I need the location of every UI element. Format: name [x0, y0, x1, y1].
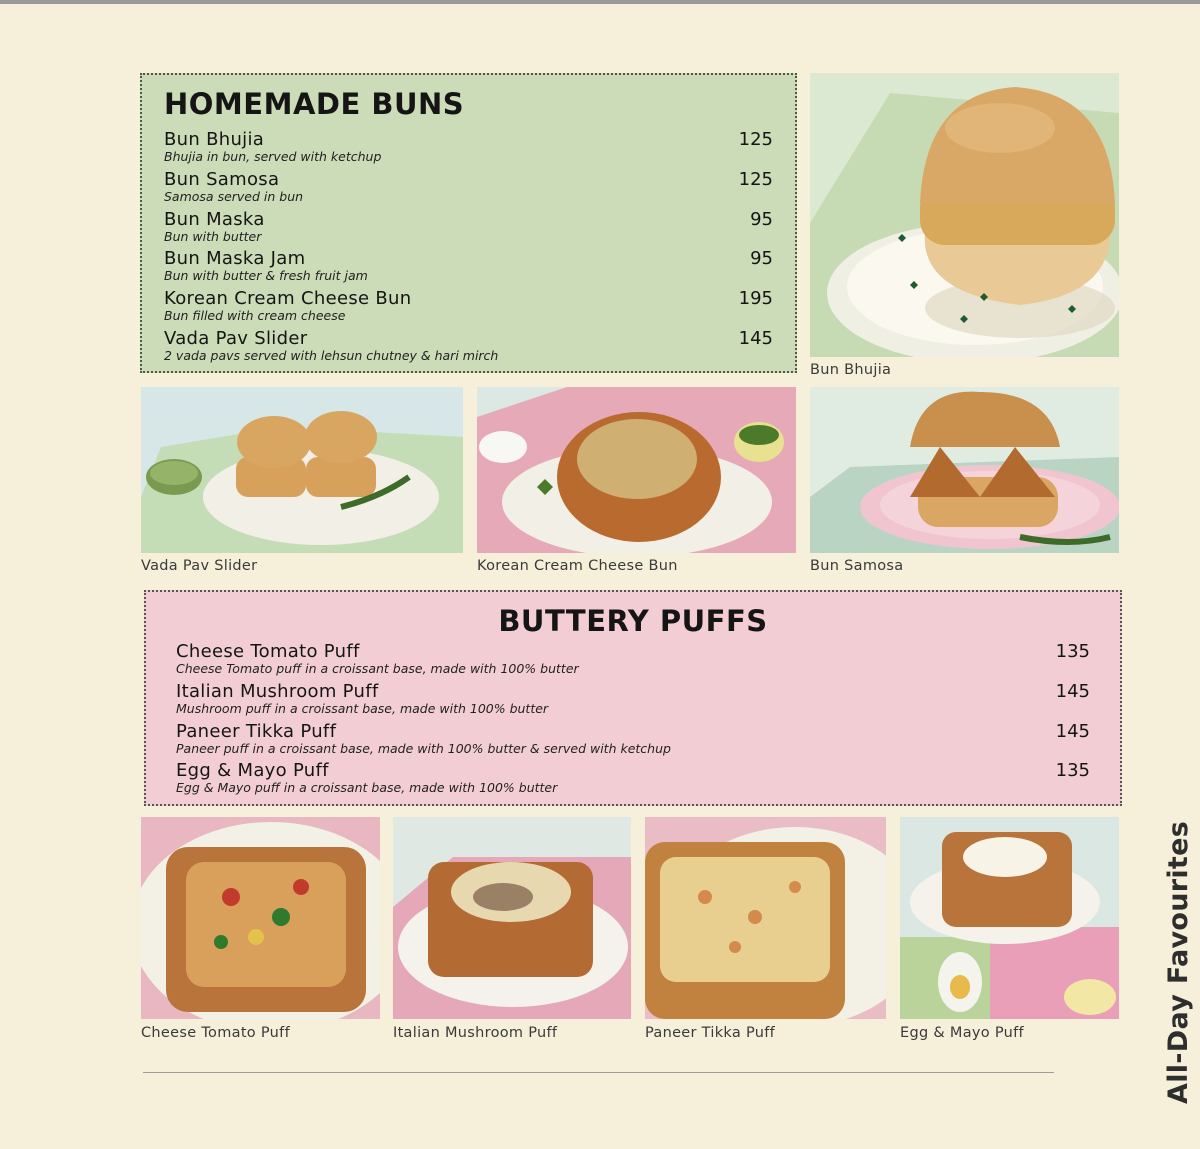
item-price: 135	[1055, 760, 1090, 782]
caption-korean-cream-cheese-bun: Korean Cream Cheese Bun	[477, 558, 678, 574]
item-name: Vada Pav Slider	[164, 327, 308, 349]
side-label: All-Day Favourites	[1163, 820, 1194, 1104]
menu-item	[176, 761, 1090, 801]
item-name: Cheese Tomato Puff	[176, 641, 360, 662]
item-description: Egg & Mayo puff in a croissant base, made with 100% butter	[176, 780, 558, 796]
item-description: Paneer puff in a croissant base, made with 100% butter & served with ketchup	[176, 740, 671, 756]
photo-italian-mushroom-puff	[393, 817, 631, 1019]
photo-bun-bhujia	[810, 73, 1119, 357]
footer-divider	[143, 1072, 1054, 1073]
item-name: Italian Mushroom Puff	[176, 680, 379, 702]
caption-cheese-tomato-puff: Cheese Tomato Puff	[141, 1025, 290, 1041]
item-description: Mushroom puff in a croissant base, made with 100% butter	[176, 700, 549, 716]
item-description: Bhujia in bun, served with ketchup	[164, 149, 382, 164]
photo-bun-samosa	[810, 387, 1119, 553]
caption-bun-bhujia: Bun Bhujia	[810, 362, 892, 378]
menu-item	[164, 210, 773, 250]
item-description: Bun with butter	[164, 228, 262, 244]
caption-paneer-tikka-puff: Paneer Tikka Puff	[645, 1025, 776, 1041]
menu-item	[176, 722, 1090, 762]
menu-item	[164, 170, 773, 210]
menu-item	[164, 249, 773, 289]
homemade-buns-section	[140, 73, 797, 373]
caption-vada-pav-slider: Vada Pav Slider	[141, 558, 258, 574]
caption-egg-mayo-puff: Egg & Mayo Puff	[900, 1025, 1024, 1041]
item-price: 135	[1055, 641, 1090, 662]
item-description: Bun with butter & fresh fruit jam	[164, 268, 368, 284]
photo-cheese-tomato-puff	[141, 817, 380, 1019]
item-description: Samosa served in bun	[164, 188, 304, 204]
top-border	[0, 0, 1200, 4]
item-price: 145	[1055, 720, 1090, 742]
item-name: Bun Samosa	[164, 168, 280, 190]
item-description: 2 vada pavs served with lehsun chutney & hari mirch	[164, 347, 499, 363]
item-price: 145	[1055, 680, 1090, 702]
menu-item	[176, 682, 1090, 722]
item-description: Cheese Tomato puff in a croissant base, made with 100% butter	[176, 661, 579, 676]
item-price: 95	[750, 248, 773, 270]
item-price: 125	[738, 129, 773, 150]
item-name: Korean Cream Cheese Bun	[164, 288, 412, 310]
menu-item	[164, 289, 773, 329]
item-price: 95	[750, 208, 773, 230]
item-price: 145	[738, 327, 773, 349]
item-name: Bun Maska	[164, 208, 265, 230]
item-price: 125	[738, 168, 773, 190]
left-edge	[0, 4, 6, 1149]
section-title-buns: HOMEMADE BUNS	[164, 87, 465, 121]
item-name: Egg & Mayo Puff	[176, 760, 329, 782]
menu-item	[164, 329, 773, 369]
caption-bun-samosa: Bun Samosa	[810, 558, 904, 574]
section-title-puffs: BUTTERY PUFFS	[498, 604, 768, 638]
item-price: 195	[738, 288, 773, 310]
item-name: Bun Bhujia	[164, 129, 265, 150]
menu-item	[176, 642, 1090, 682]
item-name: Paneer Tikka Puff	[176, 720, 337, 742]
item-name: Bun Maska Jam	[164, 248, 306, 270]
photo-korean-cream-cheese-bun	[477, 387, 796, 553]
menu-item	[164, 130, 773, 170]
buttery-puffs-section	[144, 590, 1122, 806]
photo-paneer-tikka-puff	[645, 817, 886, 1019]
photo-vada-pav-slider	[141, 387, 463, 553]
caption-italian-mushroom-puff: Italian Mushroom Puff	[393, 1025, 558, 1041]
photo-egg-mayo-puff	[900, 817, 1119, 1019]
item-description: Bun filled with cream cheese	[164, 308, 346, 324]
